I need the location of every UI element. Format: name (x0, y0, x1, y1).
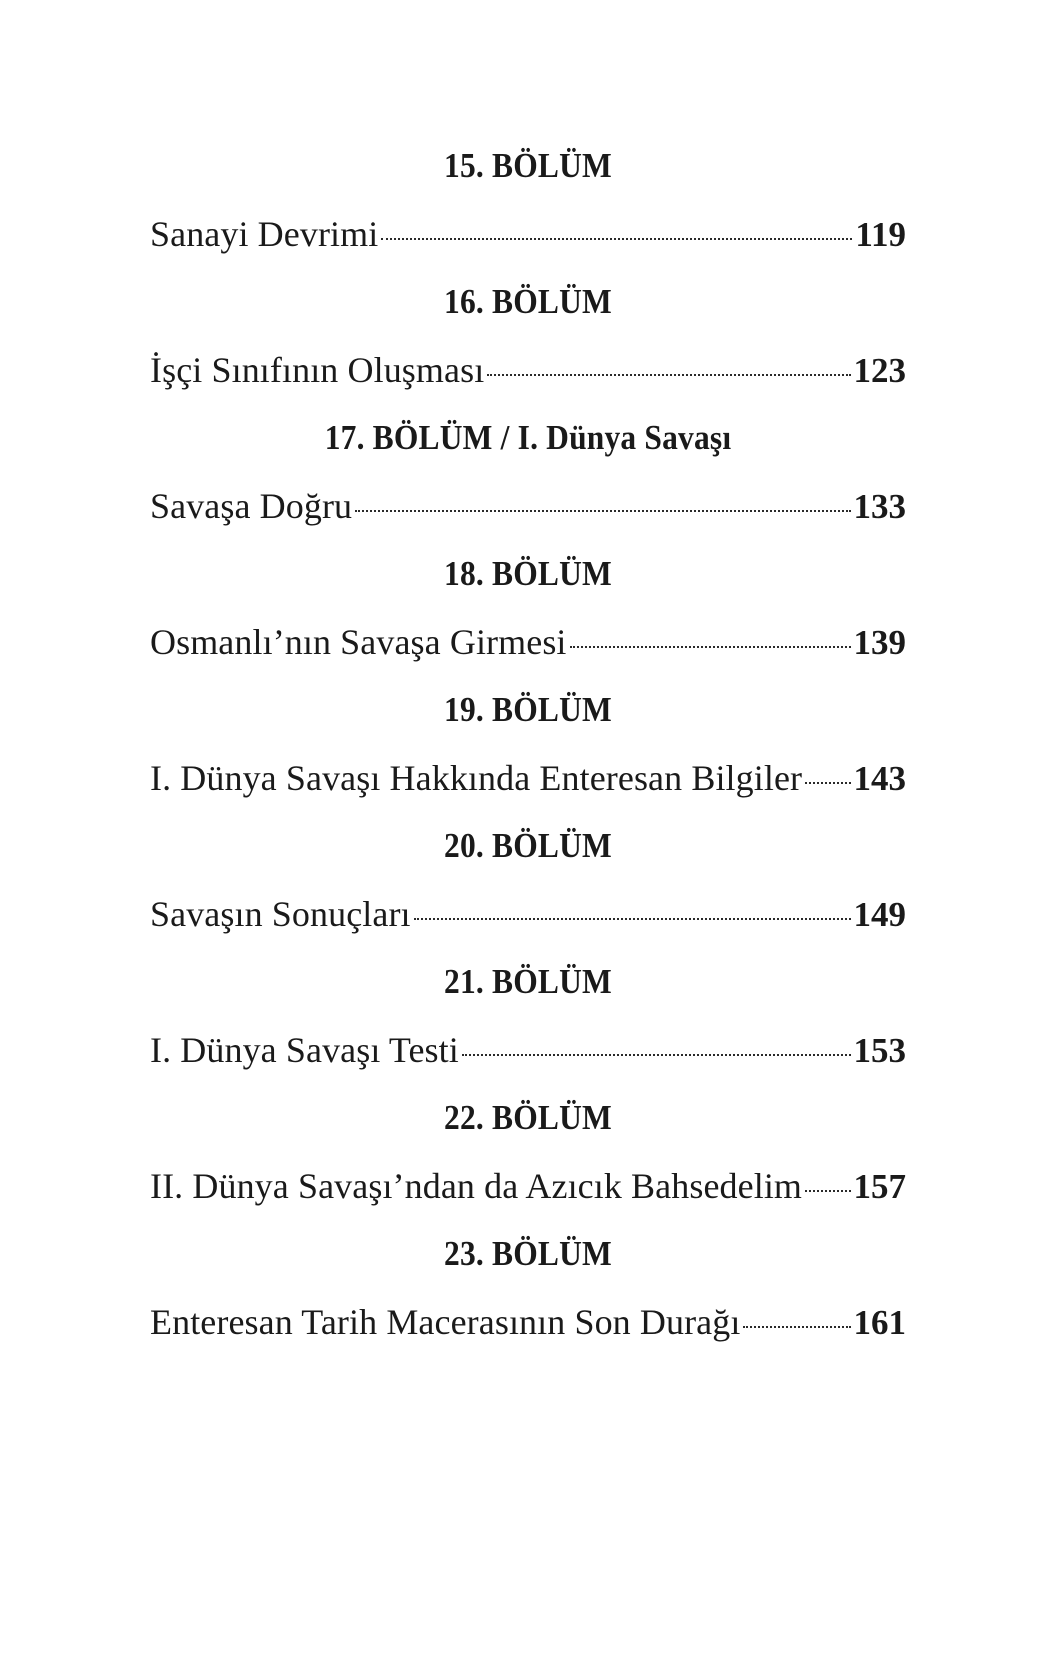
dot-leader (355, 510, 850, 512)
chapter-heading: 16. BÖLÜM (444, 282, 612, 321)
entry-title: I. Dünya Savaşı Hakkında Enteresan Bilgiler (150, 758, 803, 798)
entry-page-number: 153 (853, 1031, 906, 1070)
chapter-heading: 15. BÖLÜM (444, 146, 612, 185)
entry-title: Savaşa Doğru (150, 486, 353, 526)
entry-page-number: 139 (853, 623, 906, 662)
toc-entry[interactable] (150, 468, 906, 544)
chapter-heading: 23. BÖLÜM (444, 1234, 612, 1273)
toc-entry[interactable] (150, 332, 906, 408)
entry-title: II. Dünya Savaşı’ndan da Azıcık Bahsedelim (150, 1166, 803, 1206)
entry-title: Sanayi Devrimi (150, 214, 379, 254)
toc-section-22 (150, 1088, 906, 1224)
toc-entry[interactable] (150, 1148, 906, 1224)
entry-page-number: 157 (853, 1167, 906, 1206)
dot-leader (414, 918, 851, 920)
entry-title: İşçi Sınıfının Oluşması (150, 350, 485, 390)
entry-title: Enteresan Tarih Macerasının Son Durağı (150, 1302, 741, 1342)
toc-section-16 (150, 272, 906, 408)
entry-title: I. Dünya Savaşı Testi (150, 1030, 459, 1070)
dot-leader (805, 782, 850, 784)
toc-entry[interactable] (150, 1284, 906, 1360)
chapter-heading: 21. BÖLÜM (444, 962, 612, 1001)
toc-section-23 (150, 1224, 906, 1360)
dot-leader (743, 1326, 850, 1328)
entry-title: Osmanlı’nın Savaşa Girmesi (150, 622, 567, 662)
toc-entry[interactable] (150, 604, 906, 680)
chapter-heading: 20. BÖLÜM (444, 826, 612, 865)
toc-section-15 (150, 136, 906, 272)
toc-section-17 (150, 408, 906, 544)
toc-entry[interactable] (150, 876, 906, 952)
dot-leader (805, 1190, 850, 1192)
toc-section-21 (150, 952, 906, 1088)
chapter-heading: 17. BÖLÜM / I. Dünya Savaşı (324, 418, 732, 457)
dot-leader (487, 374, 850, 376)
dot-leader (462, 1054, 851, 1056)
toc-entry[interactable] (150, 1012, 906, 1088)
toc-entry[interactable] (150, 196, 906, 272)
entry-page-number: 143 (853, 759, 906, 798)
toc-section-20 (150, 816, 906, 952)
chapter-heading: 19. BÖLÜM (444, 690, 612, 729)
entry-page-number: 161 (853, 1303, 906, 1342)
dot-leader (570, 646, 851, 648)
entry-page-number: 119 (855, 215, 906, 254)
chapter-heading: 18. BÖLÜM (444, 554, 612, 593)
entry-page-number: 133 (853, 487, 906, 526)
entry-title: Savaşın Sonuçları (150, 894, 411, 934)
toc-entry[interactable] (150, 740, 906, 816)
chapter-heading: 22. BÖLÜM (444, 1098, 612, 1137)
entry-page-number: 123 (853, 351, 906, 390)
toc-section-18 (150, 544, 906, 680)
dot-leader (381, 238, 852, 240)
entry-page-number: 149 (853, 895, 906, 934)
toc-section-19 (150, 680, 906, 816)
table-of-contents (150, 136, 906, 1360)
